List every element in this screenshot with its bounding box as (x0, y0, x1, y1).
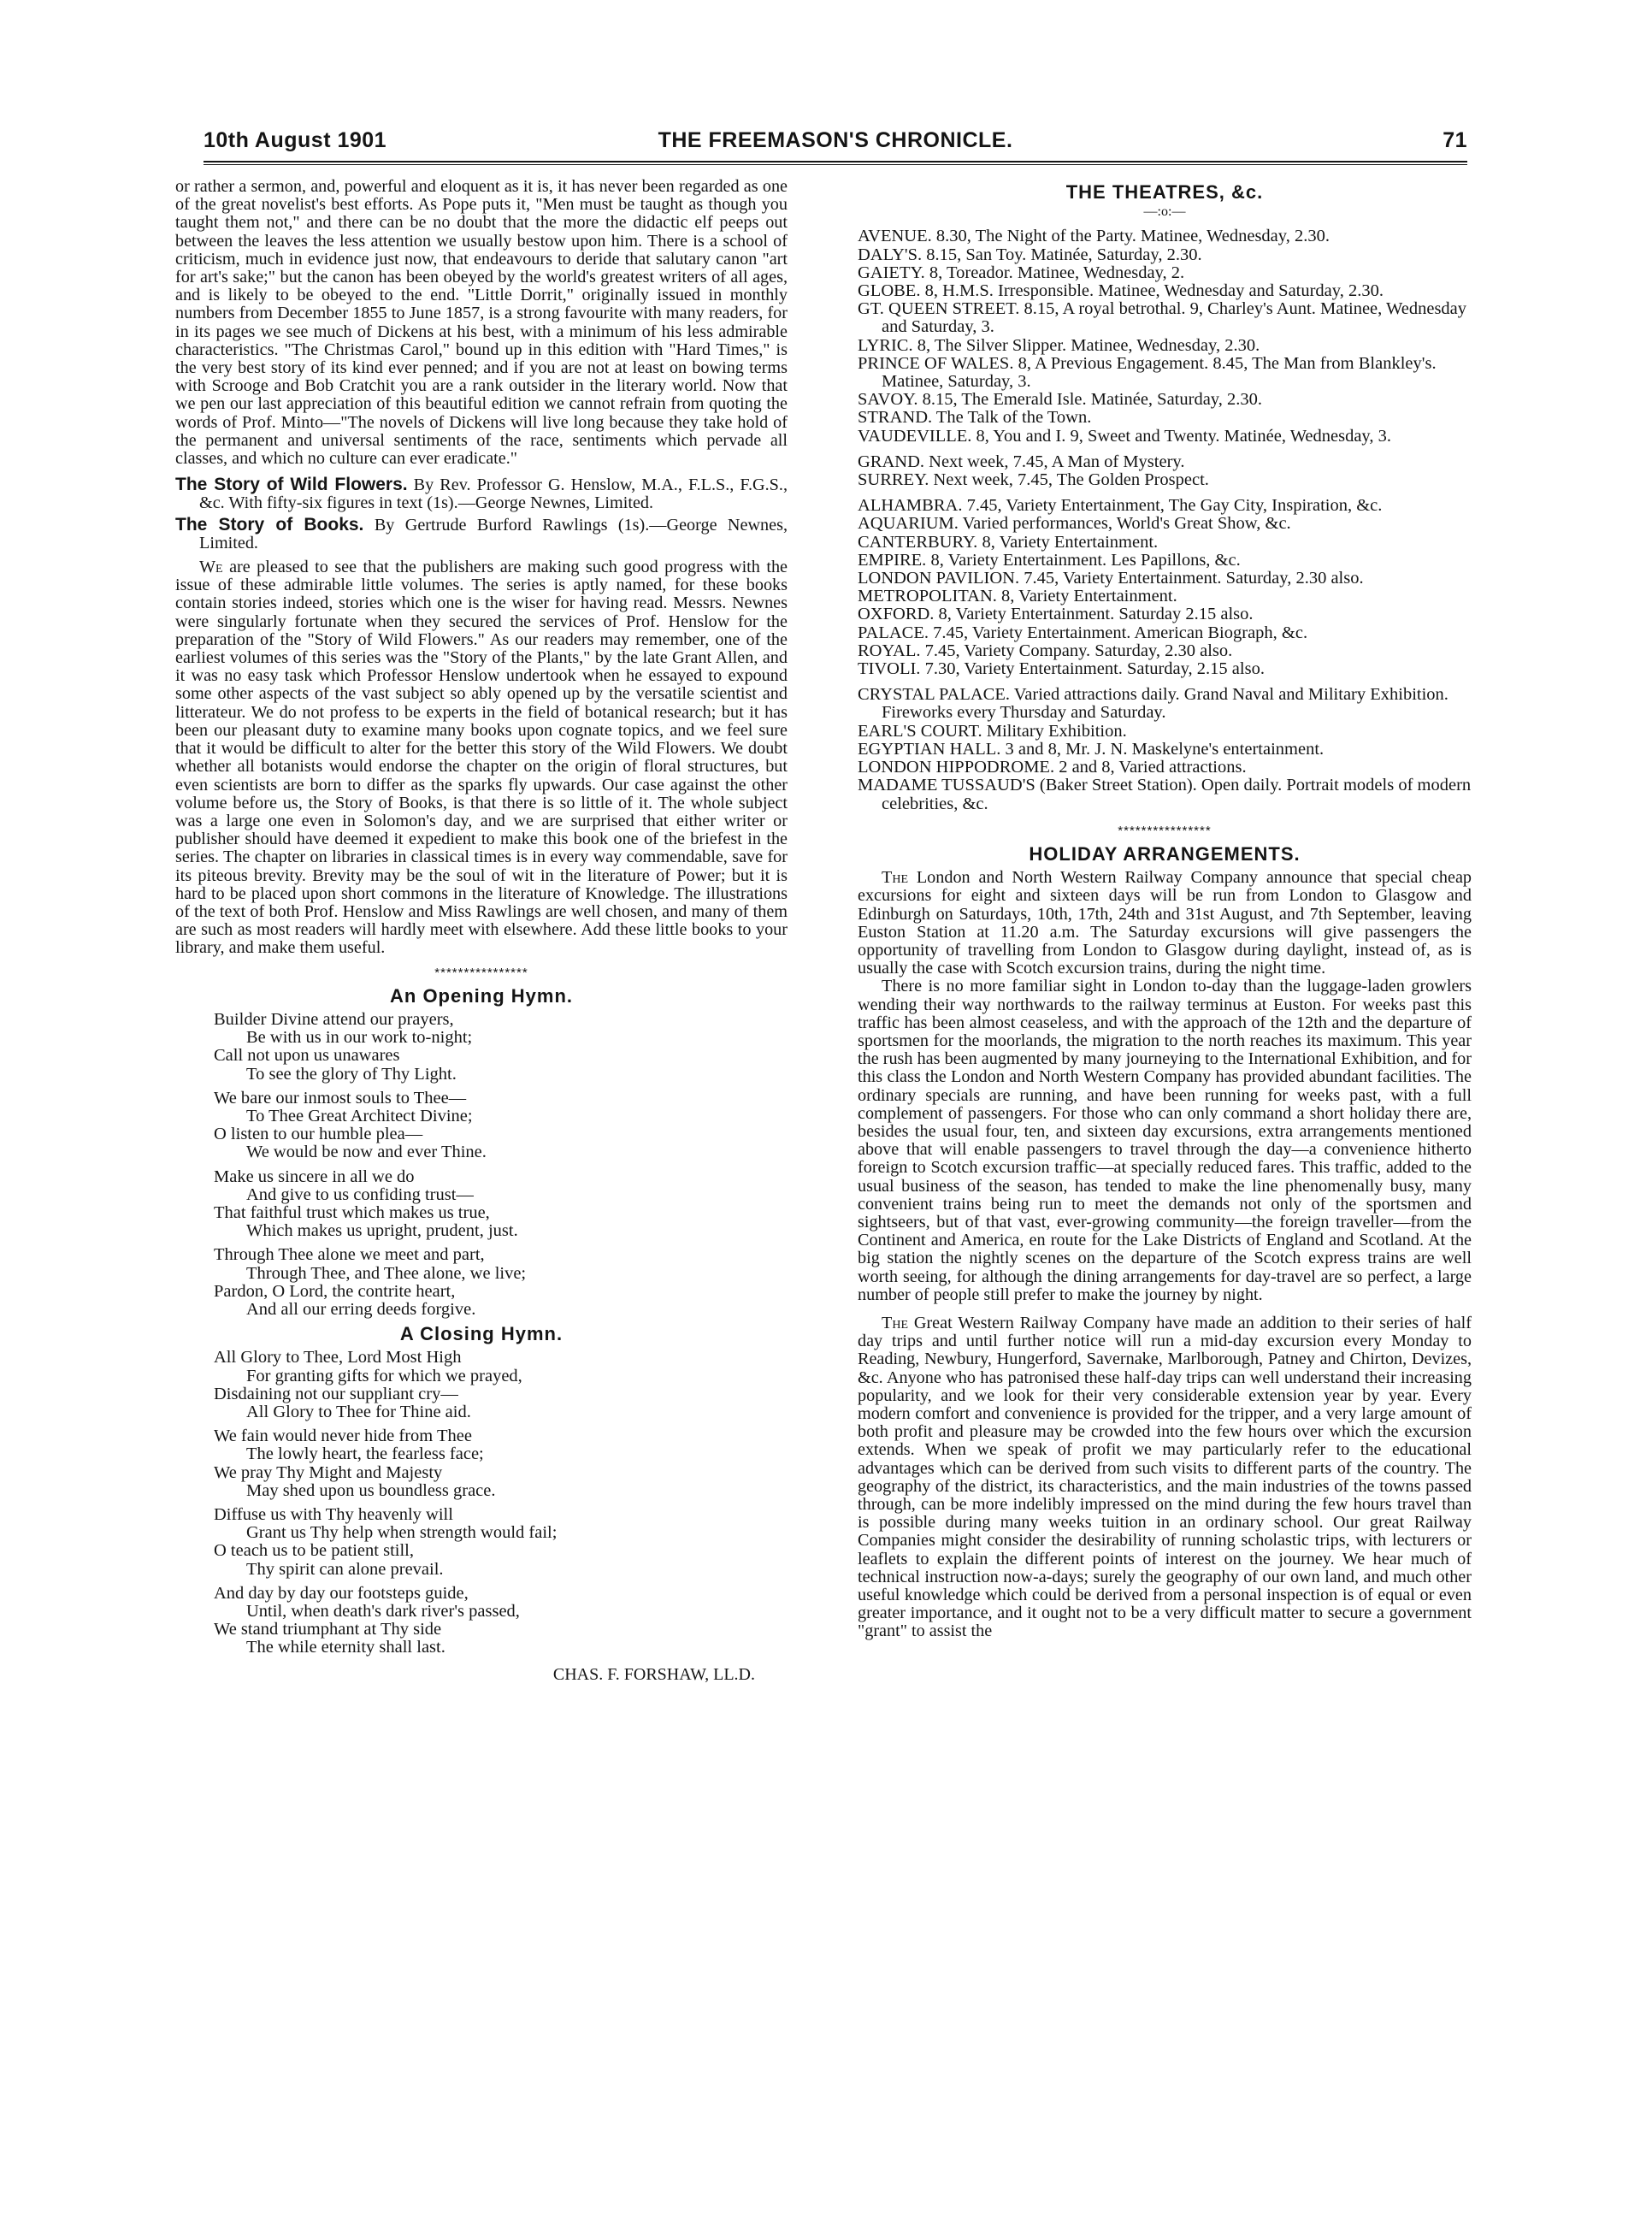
hymn-stanza (214, 1506, 788, 1579)
theatre-detail: 7.45, Variety Entertainment. American Biograph, &c. (933, 623, 1308, 642)
theatre-entry (858, 497, 1472, 515)
hymn-line: The while eternity shall last. (246, 1638, 445, 1657)
book-details: By Gertrude Burford Rawlings (1s).—George Newnes, Limited. (199, 515, 788, 552)
theatre-detail: 8, A Previous Engagement. 8.45, The Man from Blankley's. Matinee, Saturday, 3. (882, 353, 1437, 392)
theatre-name: AVENUE. (858, 227, 932, 246)
theatre-detail: 8, The Silver Slipper. Matinee, Wednesday, 2.30. (917, 335, 1260, 355)
review-text: are pleased to see that the publishers are making such good progress with the issue of these admirable little volumes. The series is aptly named, for these books contain stories indeed, stories which one is the wiser for having read. Messrs. Newnes were singularly fortunate when they secured the services of Prof. Henslow for the preparation of the "Story of Wild Flowers." As our readers may remember, one of the earliest volumes of this series was the "Story of the Plants," by the late Grant Allen, and it was no easy task which Professor Henslow undertook when he essayed to expound some other aspects of the vast subject so ably opened up by the versatile scientist and litterateur. We do not profess to be experts in the field of botanical research; but it has been our pleasant duty to examine many books upon cognate topics, and we feel sure that it would be difficult to alter for the better this story of the Wild Flowers. We doubt whether all botanists would endorse the chapter on the origin of floral structures, but even scientists are born to differ as the sparks fly upwards. Our case against the other volume before us, the Story of Books, is that there is so little of it. The whole subject was a large one even in Solomon's day, and we are surprised that either writer or publisher should have deemed it expedient to make this book one of the briefest in the series. The chapter on libraries in classical times is in every way commendable, save for its piteous brevity. Brevity may be the soul of wit in the literature of Power; but it is hard to be placed upon short commons in the literature of Knowledge. The illustrations of the text of both Prof. Henslow and Miss Rawlings are well chosen, and many of them are such as most readers will hardly meet with elsewhere. Add these little books to your library, and make them useful. (175, 558, 788, 958)
theatre-name: EMPIRE. (858, 550, 927, 570)
holiday-paragraph-gwr (858, 1314, 1472, 1641)
theatre-detail: Next week, 7.45, The Golden Prospect. (933, 470, 1209, 490)
theatre-name: LONDON HIPPODROME. (858, 758, 1055, 777)
hymn-line: We stand triumphant at Thy side (214, 1620, 442, 1639)
hymn-line: To Thee Great Architect Divine; (246, 1106, 473, 1125)
theatre-entry (858, 624, 1472, 642)
hymn-line: And day by day our footsteps guide, (214, 1583, 469, 1603)
book-details: By Rev. Professor G. Henslow, M.A., F.L.S., F.G.S., &c. With fifty-six figures in text (1s).—George Newnes, Limited. (199, 476, 788, 513)
hymn-line: Diffuse us with Thy heavenly will (214, 1505, 453, 1525)
theatre-name: OXFORD. (858, 605, 935, 624)
book-entry-story-of-books (175, 516, 788, 552)
hymn-line: Grant us Thy help when strength would fail; (246, 1523, 558, 1543)
theatre-name: GRAND. (858, 452, 925, 471)
theatre-detail: (Baker Street Station). Open daily. Portrait models of modern celebrities, &c. (882, 776, 1472, 813)
closing-hymn-title: A Closing Hymn. (399, 1323, 563, 1345)
theatre-name: AQUARIUM. (858, 514, 959, 534)
theatre-name: GT. QUEEN STREET. (858, 299, 1020, 319)
hymn-line: The lowly heart, the fearless face; (246, 1444, 484, 1464)
theatre-detail: Military Exhibition. (986, 721, 1127, 741)
theatre-detail: 8, You and I. 9, Sweet and Twenty. Matinée, Wednesday, 3. (976, 426, 1391, 446)
hymn-line: And give to us confiding trust— (246, 1184, 474, 1204)
theatre-name: GAIETY. (858, 263, 925, 282)
hymn-line: All Glory to Thee for Thine aid. (246, 1403, 471, 1421)
theatre-detail: 7.30, Variety Entertainment. Saturday, 2.15 also. (924, 659, 1265, 679)
theatre-entry (858, 227, 1472, 245)
theatre-name: SAVOY. (858, 390, 918, 410)
hymn-stanza (214, 1168, 788, 1241)
hymn-line: Disdaining not our suppliant cry— (214, 1384, 458, 1403)
theatre-detail: 8, Toreador. Matinee, Wednesday, 2. (929, 263, 1185, 282)
hymn-line: Through Thee, and Thee alone, we live; (246, 1263, 527, 1283)
theatre-detail: 8, Variety Entertainment. (982, 532, 1159, 552)
theatre-name: DALY'S. (858, 245, 923, 264)
theatre-entry (858, 246, 1472, 264)
section-separator: **************** (434, 965, 528, 980)
hymn-line: Which makes us upright, prudent, just. (246, 1221, 518, 1241)
theatre-entry (858, 453, 1472, 471)
hymn-line: That faithful trust which makes us true, (214, 1202, 490, 1222)
theatre-entry (858, 515, 1472, 533)
hymn-line: We fain would never hide from Thee (214, 1427, 472, 1446)
hymn-line: We pray Thy Might and Majesty (214, 1462, 443, 1482)
book-entry-wild-flowers (175, 476, 788, 512)
theatre-name: LONDON PAVILION. (858, 569, 1020, 588)
theatre-detail: 2 and 8, Varied attractions. (1059, 758, 1247, 777)
theatre-name: TIVOLI. (858, 659, 921, 679)
theatre-detail: Varied performances, World's Great Show, &c. (962, 514, 1291, 534)
theatre-detail: 8, Variety Entertainment. Les Papillons, &c. (930, 550, 1241, 570)
opening-hymn (175, 1011, 788, 1319)
theatre-detail: 8, H.M.S. Irresponsible. Matinee, Wednesday and Saturday, 2.30. (924, 281, 1384, 301)
hymn-line: We bare our inmost souls to Thee— (214, 1088, 467, 1108)
theatre-detail: The Talk of the Town. (935, 408, 1092, 428)
theatre-name: CANTERBURY. (858, 532, 978, 552)
theatre-name: EGYPTIAN HALL. (858, 739, 1001, 759)
drop-word: We (199, 558, 223, 577)
theatre-detail: 8.15, San Toy. Matinée, Saturday, 2.30. (926, 245, 1202, 264)
theatre-name: ROYAL. (858, 641, 921, 660)
hymn-line: Thy spirit can alone prevail. (246, 1559, 444, 1579)
drop-word: The (882, 1313, 908, 1332)
theatre-entry (858, 759, 1472, 777)
theatre-entry (858, 588, 1472, 605)
theatre-detail: 8, Variety Entertainment. (1001, 587, 1177, 606)
hymn-line: O listen to our humble plea— (214, 1125, 423, 1144)
theatre-entry (858, 337, 1472, 355)
author-signature: CHAS. F. FORSHAW, LL.D. (552, 1664, 755, 1684)
theatre-entry (858, 605, 1472, 623)
section-separator: **************** (1118, 823, 1212, 838)
hymn-line: Make us sincere in all we do (214, 1167, 415, 1186)
hymn-stanza (214, 1011, 788, 1084)
theatre-entry (858, 391, 1472, 409)
theatre-name: EARL'S COURT. (858, 721, 982, 741)
theatre-name: MADAME TUSSAUD'S (858, 776, 1035, 795)
header-rule (204, 161, 1467, 162)
theatre-entry (858, 300, 1472, 336)
theatre-name: METROPOLITAN. (858, 587, 997, 606)
hymn-stanza (214, 1246, 788, 1319)
theatre-entry (858, 741, 1472, 759)
hymn-line: All Glory to Thee, Lord Most High (214, 1348, 462, 1368)
publication-title: THE FREEMASON'S CHRONICLE. (658, 128, 1013, 152)
theatre-entry (858, 282, 1472, 300)
theatre-name: SURREY. (858, 470, 929, 490)
paragraph-text: Great Western Railway Company have made an addition to their series of half day trips and until further notice will run a mid-day excursion every Monday to Reading, Newbury, Hungerford, Savernake, Marlborough, Patney and Chirton, Devizes, &c. Anyone who has patronised these half-day trips can well understand their increasing popularity, and we look for their very considerable extension year by year. Every modern comfort and convenience is provided for the tripper, and a very large amount of both profit and pleasure may be crowded into the few hours over which the excursion extends. When we speak of profit we may particularly refer to the educational advantages which can be derived from such visits to different parts of the country. The geography of the district, its characteristics, and the main industries of the towns passed through, can be more indelibly impressed on the mind during the few hours travel than is possible during many weeks tuition in an ordinary school. Our great Railway Companies might consider the desirability of running scholastic trips, with lecturers or leaflets to explain the different points of interest on the journey. We hear much of technical instruction now-a-days; surely the geography of our own land, and much other useful knowledge which could be derived from a personal inspection is of equal or even greater importance, and it ought not to be a very difficult matter to secure a government "grant" to assist the (858, 1313, 1472, 1641)
theatres-divider: —:o:— (1143, 204, 1186, 220)
paragraph-text: London and North Western Railway Company announce that special cheap excursions for eight and sixteen days will be run from London to Glasgow and Edinburgh on Saturdays, 10th, 17th, 24th and 31st August, and 7th September, leaving Euston Station at 11.20 a.m. The Saturday excursions will give passengers the opportunity of travelling from London to Glasgow during daylight, instead of, as is usually the case with Scotch excursion trains, during the night time. (858, 868, 1472, 978)
hymn-line: Through Thee alone we meet and part, (214, 1245, 485, 1265)
hymn-stanza (214, 1585, 788, 1657)
holiday-paragraph-euston: There is no more familiar sight in London to-day than the luggage-laden growlers wending their way northwards to the railway terminus at Euston. For weeks past this traffic has been almost ceaseless, and with the approach of the 12th and the departure of sportsmen for the moorlands, the migration to the north reaches its maximum. This year the rush has been augmented by many journeying to the International Exhibition, and for this class the London and North Western Company has provided abundant facilities. The ordinary specials are running, and have been running for weeks past, with a full complement of passengers. For those who can only command a short holiday there are, besides the usual four, ten, and sixteen day excursions, extra arrangements mentioned above that will enable passengers to travel through the day—a convenience hitherto foreign to Scotch excursion traffic—at specially reduced fares. This traffic, added to the usual business of the season, has tended to make the line phenomenally busy, many convenient trains being run to meet the demands not only of the sportsmen and sightseers, but of that vast, ever-growing community—the foreign traveller—from the Continent and America, en route for the Lake Districts of England and Scotland. At the big station the nightly scenes on the departure of the Scotch express trains are well worth seeing, for although the dining arrangements for day-travel are so perfect, a large number of people still prefer to make the journey by night. (858, 977, 1472, 1304)
theatre-entry (858, 534, 1472, 552)
theatre-detail: 7.45, Variety Entertainment, The Gay City, Inspiration, &c. (966, 496, 1383, 516)
theatre-name: VAUDEVILLE. (858, 426, 972, 446)
header-rule-thin (204, 164, 1467, 165)
theatre-name: CRYSTAL PALACE. (858, 685, 1010, 705)
theatre-name: STRAND. (858, 408, 933, 428)
theatre-name: LYRIC. (858, 335, 913, 355)
theatre-detail: 3 and 8, Mr. J. N. Maskelyne's entertainment. (1005, 739, 1325, 759)
hymn-line: Builder Divine attend our prayers, (214, 1009, 454, 1029)
theatre-detail: 8, Variety Entertainment. Saturday 2.15 also. (938, 605, 1254, 624)
right-column (858, 178, 1472, 1641)
dickens-review-continuation: or rather a sermon, and, powerful and eloquent as it is, it has never been regarded as one of the great novelist's best efforts. As Pope puts it, "Men must be taught as though you taught them not," and there can be no doubt that the more the didactic elf peeps out between the leaves the less attention we usually bestow upon him. There is a school of criticism, much in evidence just now, that endeavours to deride that salutary canon "art for art's sake;" but the canon has been obeyed by the world's greatest writers of all ages, and is likely to be obeyed to the end. "Little Dorrit," originally issued in monthly numbers from December 1855 to June 1857, is a strong favourite with many readers, for in its pages we see much of Dickens at his best, with a minimum of his less admirable characteristics. "The Christmas Carol," bound up in this edition with "Hard Times," is the very best story of its kind ever penned; and if you are not at least on bowing terms with Scrooge and Bob Cratchit you are a rank outsider in the literary world. Now that we pen our last appreciation of this beautiful edition we cannot refrain from quoting the words of Prof. Minto—"The novels of Dickens will live long because they take hold of the permanent and universal sentiments of the race, sentiments which pervade all classes, and which no culture can ever eradicate." (175, 177, 788, 469)
hymn-line: Pardon, O Lord, the contrite heart, (214, 1281, 456, 1301)
theatre-entry (858, 428, 1472, 446)
theatre-detail: Next week, 7.45, A Man of Mystery. (929, 452, 1185, 471)
theatre-name: ALHAMBRA. (858, 496, 963, 516)
drop-word: The (882, 868, 908, 888)
theatre-entry (858, 660, 1472, 678)
hymn-line: May shed upon us boundless grace. (246, 1480, 496, 1500)
theatre-name: GLOBE. (858, 281, 921, 301)
page-header (204, 128, 1467, 157)
book-title: The Story of Books. (175, 514, 364, 535)
left-column (175, 178, 788, 1684)
hymn-line: Call not upon us unawares (214, 1046, 400, 1066)
theatre-name: PALACE. (858, 623, 929, 642)
theatre-detail: 8.15, A royal betrothal. 9, Charley's Aunt. Matinee, Wednesday and Saturday, 3. (882, 299, 1467, 337)
hymn-stanza (214, 1349, 788, 1421)
theatre-listings (858, 227, 1472, 812)
hymn-line: And all our erring deeds forgive. (246, 1299, 476, 1319)
hymn-line: O teach us to be patient still, (214, 1541, 414, 1561)
hymn-line: We would be now and ever Thine. (246, 1143, 487, 1162)
theatre-name: PRINCE OF WALES. (858, 353, 1014, 373)
book-title: The Story of Wild Flowers. (175, 475, 408, 495)
theatres-title: THE THEATRES, &c. (1065, 181, 1264, 203)
theatre-entry (858, 264, 1472, 282)
theatre-detail: 8.30, The Night of the Party. Matinee, Wednesday, 2.30. (935, 227, 1330, 246)
theatre-entry (858, 409, 1472, 427)
theatre-entry (858, 471, 1472, 489)
hymn-stanza (214, 1090, 788, 1162)
hymn-line: Until, when death's dark river's passed, (246, 1602, 520, 1622)
holiday-paragraph-lnwr (858, 869, 1472, 978)
closing-hymn (175, 1349, 788, 1657)
issue-date: 10th August 1901 (204, 128, 387, 152)
theatre-entry (858, 570, 1472, 588)
theatre-entry (858, 686, 1472, 722)
theatre-entry (858, 777, 1472, 812)
hymn-line: Be with us in our work to-night; (246, 1028, 473, 1048)
opening-hymn-title: An Opening Hymn. (390, 984, 573, 1007)
hymn-line: For granting gifts for which we prayed, (246, 1366, 522, 1385)
theatre-entry (858, 642, 1472, 660)
theatre-detail: Varied attractions daily. Grand Naval and Military Exhibition. Fireworks every Thursday and Saturday. (882, 685, 1448, 723)
theatre-detail: 7.45, Variety Company. Saturday, 2.30 also. (924, 641, 1233, 660)
theatre-detail: 8.15, The Emerald Isle. Matinée, Saturday, 2.30. (922, 390, 1262, 410)
hymn-stanza (214, 1427, 788, 1500)
page-number: 71 (1443, 128, 1467, 152)
theatre-detail: 7.45, Variety Entertainment. Saturday, 2.30 also. (1024, 569, 1364, 588)
theatre-entry (858, 355, 1472, 391)
book-review-paragraph (175, 558, 788, 957)
holiday-title: HOLIDAY ARRANGEMENTS. (1029, 842, 1301, 865)
hymn-line: To see the glory of Thy Light. (246, 1064, 457, 1084)
theatre-entry (858, 552, 1472, 570)
theatre-entry (858, 723, 1472, 741)
